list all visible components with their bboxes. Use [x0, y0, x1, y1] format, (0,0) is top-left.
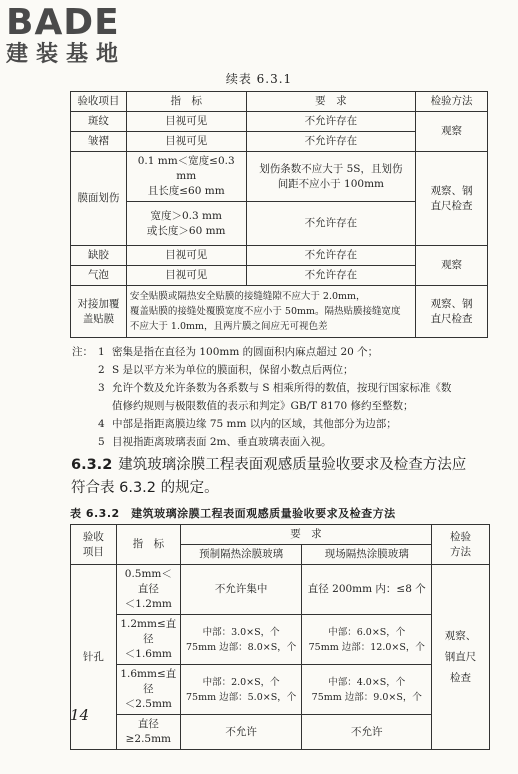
note-item — [72, 361, 492, 379]
item-line: 盖贴膜 — [82, 312, 115, 325]
table-row — [71, 615, 490, 665]
note-text: S 是以平方米为单位的膜面积，保留小数点后两位； — [112, 364, 354, 376]
site-requirement-cell — [302, 665, 432, 715]
note-number — [98, 397, 112, 415]
header-cell: 指 标 — [126, 92, 246, 112]
requirement-line: 75mm 边部：5.0×S，个 — [186, 691, 297, 703]
method-line: 直尺检查 — [430, 312, 473, 325]
indicator-line: ＜1.2mm — [124, 598, 172, 610]
prefab-requirement-cell — [180, 665, 302, 715]
indicator-cell: 直径≥2.5mm — [116, 715, 180, 750]
note-number: 3 — [98, 382, 105, 394]
note-number: 5 — [98, 436, 105, 448]
requirement-cell: 不允许存在 — [246, 266, 416, 286]
table1-caption: 续表 6.3.1 — [225, 72, 293, 86]
indicator-line: 或长度＞60 mm — [146, 224, 226, 237]
method-cell — [416, 152, 488, 246]
requirement-line: 划伤条数不应大于 5S，且划伤 — [259, 162, 403, 175]
method-line: 检查 — [450, 671, 472, 684]
logo-wordmark: BADE — [6, 2, 120, 43]
item-cell: 缺胶 — [71, 246, 127, 266]
requirement-line: 中部：4.0×S，个 — [328, 676, 406, 688]
requirement-line: 75mm 边部：9.0×S，个 — [311, 691, 422, 703]
requirement-line: 覆盖贴膜的接缝处覆膜宽度不应小于 50mm。隔热贴膜接缝宽度 — [129, 306, 401, 317]
item-cell: 针孔 — [71, 565, 117, 750]
site-requirement-cell: 不允许 — [302, 715, 432, 750]
header-line: 验收 — [82, 530, 104, 543]
method-line: 直尺检查 — [430, 199, 473, 212]
logo-chinese-text: 建装基地 — [6, 42, 127, 67]
method-line: 观察、钢 — [430, 297, 473, 310]
requirement-cell: 不允许存在 — [246, 246, 416, 266]
header-cell: 指 标 — [116, 525, 180, 565]
note-text: 目视指距离玻璃表面 2m、垂直玻璃表面入视。 — [112, 436, 332, 448]
indicator-cell — [116, 665, 180, 715]
clause-number: 6.3.2 — [71, 457, 113, 473]
table2-caption: 表 6.3.2 建筑玻璃涂膜工程表面观感质量验收要求及检查方法 — [70, 507, 396, 520]
table-row — [71, 246, 488, 266]
note-text: 值修约规则与极限数值的表示和判定》GB/T 8170 修约至整数； — [112, 400, 414, 412]
requirement-line: 不应大于 1.0mm，且两片膜之间应无可视色差 — [129, 321, 328, 332]
header-cell: 验收项目 — [71, 92, 127, 112]
header-cell: 要 求 — [180, 525, 431, 545]
clause-line — [71, 454, 496, 477]
method-cell — [432, 565, 490, 750]
header-cell: 要 求 — [246, 92, 416, 112]
note-text: 允许个数及允许条数为各系数与 S 相乘所得的数值，按现行国家标准《数 — [112, 382, 452, 394]
bade-logo — [6, 4, 166, 68]
prefab-requirement-cell: 不允许 — [180, 715, 302, 750]
item-text: 膜面划伤 — [77, 192, 120, 204]
indicator-cell — [116, 615, 180, 665]
item-cell: 气泡 — [71, 266, 127, 286]
header-cell: 现场隔热涂膜玻璃 — [302, 545, 432, 565]
table2 — [70, 524, 490, 750]
method-line: 钢直尺 — [444, 650, 477, 663]
indicator-cell — [126, 202, 246, 246]
method-cell — [416, 286, 488, 338]
note-number: 2 — [98, 364, 105, 376]
table-row — [71, 565, 490, 615]
indicator-line: ＜1.6mm — [124, 648, 172, 660]
indicator-line: 0.1 mm＜宽度≤0.3 mm — [137, 155, 235, 182]
header-line: 方法 — [450, 545, 472, 558]
table-header-row — [71, 92, 488, 112]
requirement-line: 75mm 边部：12.0×S，个 — [308, 641, 425, 653]
item-cell — [71, 286, 127, 338]
notes-label: 注： — [72, 346, 93, 358]
note-number: 1 — [98, 346, 105, 358]
table-row — [71, 152, 488, 202]
note-item — [72, 415, 492, 433]
table-row — [71, 665, 490, 715]
note-number: 4 — [98, 418, 105, 430]
requirement-cell: 不允许存在 — [246, 112, 416, 132]
header-line: 检验 — [450, 530, 472, 543]
item-cell: 斑纹 — [71, 112, 127, 132]
method-cell: 观察 — [416, 246, 488, 286]
requirement-cell — [126, 286, 415, 338]
note-item — [72, 397, 492, 415]
indicator-line: 1.2mm≤直径 — [120, 618, 177, 645]
item-cell: 皱褶 — [71, 132, 127, 152]
indicator-cell — [126, 152, 246, 202]
indicator-cell — [116, 565, 180, 615]
indicator-cell: 目视可见 — [126, 246, 246, 266]
header-cell: 预制隔热涂膜玻璃 — [180, 545, 302, 565]
indicator-line: 且长度≤60 mm — [147, 185, 225, 197]
item-line: 对接加覆 — [77, 297, 120, 310]
requirement-line: 间距不应小于 100mm — [277, 177, 384, 190]
note-item — [72, 379, 492, 397]
requirement-cell: 不允许存在 — [246, 132, 416, 152]
indicator-cell: 目视可见 — [126, 266, 246, 286]
requirement-cell: 不允许存在 — [246, 202, 416, 246]
indicator-line: 1.6mm≤直径 — [120, 668, 177, 695]
indicator-line: ＜2.5mm — [124, 698, 172, 710]
note-text: 中部是指距离膜边缘 75 mm 以内的区域，其他部分为边部； — [112, 418, 397, 430]
prefab-requirement-cell: 不允许集中 — [180, 565, 302, 615]
requirement-line: 75mm 边部：8.0×S，个 — [186, 641, 297, 653]
clause-line: 符合表 6.3.2 的规定。 — [71, 480, 219, 496]
prefab-requirement-cell — [180, 615, 302, 665]
requirement-line: 中部：6.0×S，个 — [328, 626, 406, 638]
indicator-line: 0.5mm＜直径 — [124, 568, 172, 595]
header-cell: 检验方法 — [416, 92, 488, 112]
requirement-cell — [246, 152, 416, 202]
table1-notes — [72, 343, 492, 451]
method-line: 观察、 — [444, 629, 477, 642]
table-header-row — [71, 525, 490, 545]
clause-6-3-2 — [71, 454, 496, 500]
indicator-line: 宽度＞0.3 mm — [150, 209, 222, 222]
note-item — [72, 343, 492, 361]
header-cell — [432, 525, 490, 565]
note-text: 密集是指在直径为 100mm 的圆面积内麻点超过 20 个； — [112, 346, 379, 358]
method-line: 观察、钢 — [430, 184, 473, 197]
method-cell: 观察 — [416, 112, 488, 152]
header-line: 项目 — [82, 545, 104, 558]
site-requirement-cell: 直径 200mm 内：≤8 个 — [302, 565, 432, 615]
table-row — [71, 715, 490, 750]
indicator-cell: 目视可见 — [126, 132, 246, 152]
requirement-line: 中部：3.0×S，个 — [202, 626, 280, 638]
table-row — [71, 286, 488, 338]
site-requirement-cell — [302, 615, 432, 665]
table1 — [70, 91, 488, 338]
requirement-line: 中部：2.0×S，个 — [202, 676, 280, 688]
table-row — [71, 112, 488, 132]
page-number: 14 — [70, 706, 90, 724]
indicator-cell: 目视可见 — [126, 112, 246, 132]
header-cell — [71, 525, 117, 565]
clause-text: 建筑玻璃涂膜工程表面观感质量验收要求及检查方法应 — [118, 457, 467, 473]
note-item — [72, 433, 492, 451]
requirement-line: 安全贴膜或隔热安全贴膜的接缝缝隙不应大于 2.0mm， — [129, 291, 366, 302]
item-cell — [71, 152, 127, 246]
